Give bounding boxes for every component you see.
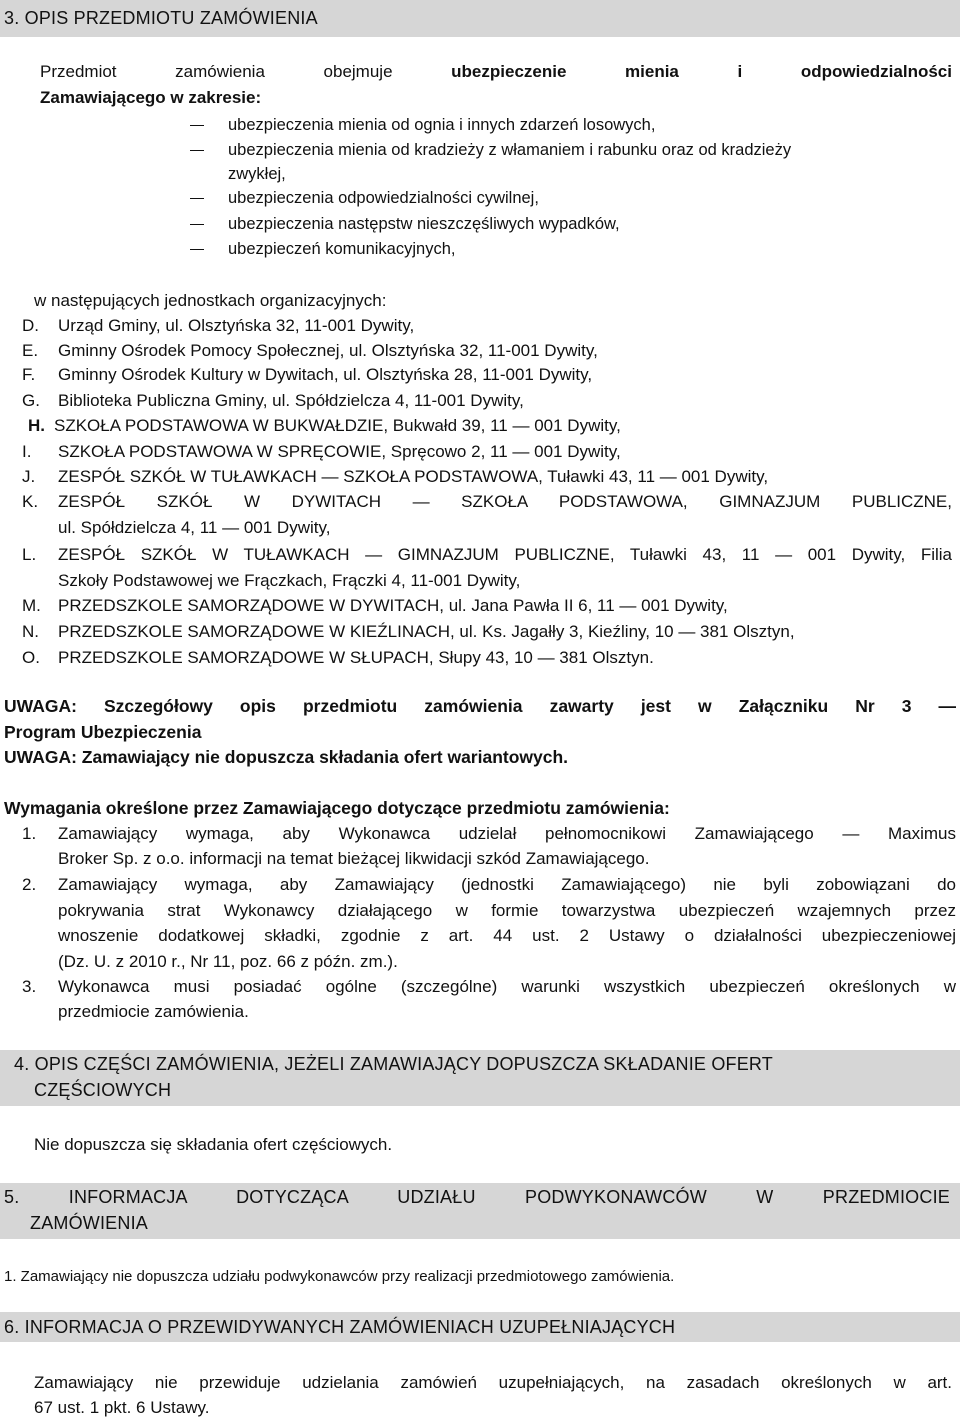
unit-item: I. SZKOŁA PODSTAWOWA W SPRĘCOWIE, Spręcowo 2, 11 — 001 Dywity, xyxy=(22,442,621,461)
requirement-number: 1. xyxy=(22,824,37,843)
requirement-line: wnoszenie dodatkowej składki, zgodnie z art. 44 ust. 2 Ustawy o działalności ubezpieczeniowej xyxy=(58,926,956,945)
uwaga-note-2: UWAGA: Zamawiający nie dopuszcza składania ofert wariantowych. xyxy=(4,747,569,767)
section-6-body-line-1: Zamawiający nie przewiduje udzielania zamówień uzupełniających, na zasadach określonych w art. xyxy=(34,1373,952,1392)
scope-item: ubezpieczenia odpowiedzialności cywilnej, xyxy=(228,189,539,207)
unit-item: J. ZESPÓŁ SZKÓŁ W TUŁAWKACH — SZKOŁA PODSTAWOWA, Tuławki 43, 11 — 001 Dywity, xyxy=(22,467,769,486)
requirement-line: pokrywania strat Wykonawcy działającego w formie towarzystwa ubezpieczeń wzajemnych przez xyxy=(58,901,956,920)
requirement-line: Wykonawca musi posiadać ogólne (szczególne) warunki wszystkich ubezpieczeń określonych w xyxy=(58,977,956,996)
uwaga-note-1: UWAGA: Szczegółowy opis przedmiotu zamówienia zawarty jest w Załączniku Nr 3 — xyxy=(4,696,956,716)
uwaga-note-1-cont: Program Ubezpieczenia xyxy=(4,722,202,742)
requirements-heading: Wymagania określone przez Zamawiającego dotyczące przedmiotu zamówienia: xyxy=(4,798,670,818)
intro-line-1: Przedmiot zamówienia obejmuje ubezpieczenie mienia i odpowiedzialności xyxy=(40,62,952,81)
scope-item: ubezpieczenia mienia od kradzieży z włamaniem i rabunku oraz od kradzieży xyxy=(228,141,792,159)
scope-item: ubezpieczenia następstw nieszczęśliwych wypadków, xyxy=(228,215,620,233)
section-6-heading: 6. INFORMACJA O PRZEWIDYWANYCH ZAMÓWIENIACH UZUPEŁNIAJĄCYCH xyxy=(0,1312,960,1342)
unit-item: F. Gminny Ośrodek Kultury w Dywitach, ul. Olsztyńska 28, 11-001 Dywity, xyxy=(22,365,593,384)
dash-icon xyxy=(190,224,204,225)
unit-item: M. PRZEDSZKOLE SAMORZĄDOWE W DYWITACH, ul. Jana Pawła II 6, 11 — 001 Dywity, xyxy=(22,596,728,615)
requirement-line: (Dz. U. z 2010 r., Nr 11, poz. 66 z późn. zm.). xyxy=(58,952,398,971)
intro-line-2: Zamawiającego w zakresie: xyxy=(40,88,262,107)
scope-item: ubezpieczenia mienia od ognia i innych zdarzeń losowych, xyxy=(228,116,656,134)
scope-item: ubezpieczeń komunikacyjnych, xyxy=(228,240,456,258)
unit-item: G. Biblioteka Publiczna Gminy, ul. Spółdzielcza 4, 11-001 Dywity, xyxy=(22,391,524,410)
requirement-number: 2. xyxy=(22,875,37,894)
dash-icon xyxy=(190,150,204,151)
requirement-line: Zamawiający wymaga, aby Zamawiający (jednostki Zamawiającego) nie byli zobowiązani do xyxy=(58,875,956,894)
unit-item: H. SZKOŁA PODSTAWOWA W BUKWAŁDZIE, Bukwałd 39, 11 — 001 Dywity, xyxy=(28,416,621,435)
unit-item: E. Gminny Ośrodek Pomocy Społecznej, ul. Olsztyńska 32, 11-001 Dywity, xyxy=(22,341,598,360)
section-6-body-line-2: 67 ust. 1 pkt. 6 Ustawy. xyxy=(34,1398,210,1417)
dash-icon xyxy=(190,125,204,126)
section-3-heading: 3. OPIS PRZEDMIOTU ZAMÓWIENIA xyxy=(0,0,960,37)
unit-item: D. Urząd Gminy, ul. Olsztyńska 32, 11-001 Dywity, xyxy=(22,316,415,335)
requirement-line: przedmiocie zamówienia. xyxy=(58,1002,249,1021)
unit-item: O. PRZEDSZKOLE SAMORZĄDOWE W SŁUPACH, Słupy 43, 10 — 381 Olsztyn. xyxy=(22,648,654,667)
section-4-body: Nie dopuszcza się składania ofert częściowych. xyxy=(34,1135,393,1154)
dash-icon xyxy=(190,249,204,250)
unit-item: L. ZESPÓŁ SZKÓŁ W TUŁAWKACH — GIMNAZJUM PUBLICZNE, Tuławki 43, 11 — 001 Dywity, Filia Szkoły Podstawowej we Frączkach, Frączki 4, 11-001 Dywity, xyxy=(22,545,952,590)
section-5-heading: 5. INFORMACJA DOTYCZĄCA UDZIAŁU PODWYKONAWCÓW W PRZEDMIOCIE ZAMÓWIENIA xyxy=(0,1183,960,1239)
section-4-heading: 4. OPIS CZĘŚCI ZAMÓWIENIA, JEŻELI ZAMAWIAJĄCY DOPUSZCZA SKŁADANIE OFERT CZĘŚCIOWYCH xyxy=(0,1050,960,1106)
dash-icon xyxy=(190,198,204,199)
unit-item: N. PRZEDSZKOLE SAMORZĄDOWE W KIEŹLINACH, ul. Ks. Jagałły 3, Kieźliny, 10 — 381 Olsztyn, xyxy=(22,622,795,641)
unit-item: K. ZESPÓŁ SZKÓŁ W DYWITACH — SZKOŁA PODSTAWOWA, GIMNAZJUM PUBLICZNE, ul. Spółdzielcza 4, 11 — 001 Dywity, xyxy=(22,492,952,537)
requirement-line: Broker Sp. z o.o. informacji na temat bieżącej likwidacji szkód Zamawiającego. xyxy=(58,849,650,868)
requirement-number: 3. xyxy=(22,977,37,996)
requirement-line: Zamawiający wymaga, aby Wykonawca udzielał pełnomocnikowi Zamawiającego — Maximus xyxy=(58,824,956,843)
section-5-body: 1. Zamawiający nie dopuszcza udziału podwykonawców przy realizacji przedmiotowego zamówienia. xyxy=(4,1268,675,1285)
units-intro: w następujących jednostkach organizacyjnych: xyxy=(34,291,387,310)
scope-item: zwykłej, xyxy=(228,165,286,183)
